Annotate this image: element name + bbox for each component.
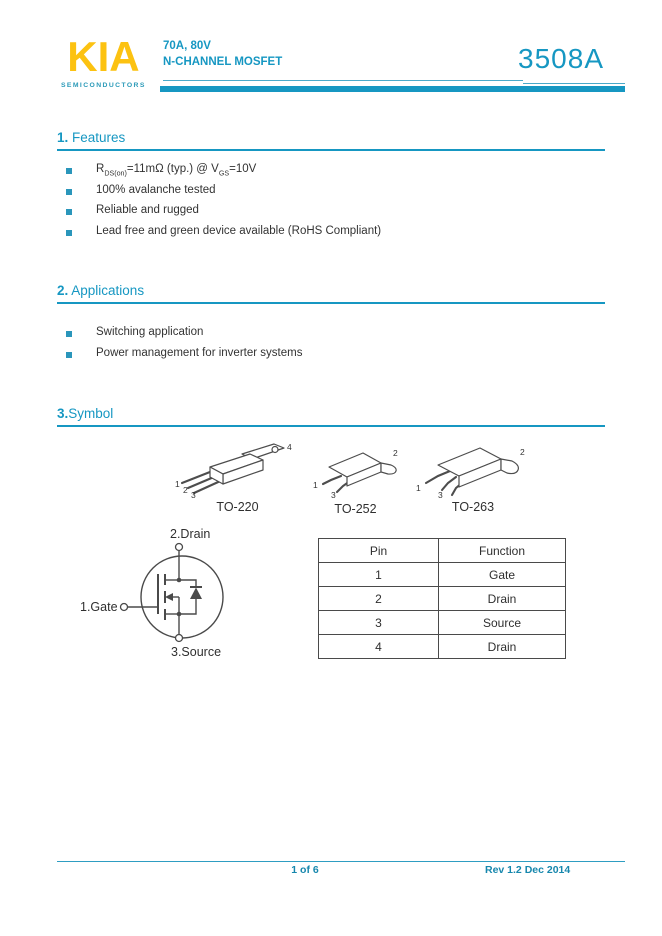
applications-heading-title: Applications (68, 283, 145, 298)
table-cell: Gate (439, 563, 566, 587)
applications-list (57, 326, 605, 367)
bullet-square-icon (66, 168, 72, 174)
bullet-square-icon (66, 331, 72, 337)
section-applications (57, 283, 605, 367)
to220-label: TO-220 (216, 500, 259, 514)
list-item-text: Reliable and rugged (96, 204, 199, 216)
source-terminal-label: 3.Source (171, 645, 222, 659)
to220-pin3-number: 3 (191, 490, 196, 499)
table-cell: 1 (319, 563, 439, 587)
source-terminal-circle (176, 635, 183, 642)
symbol-heading (57, 406, 605, 427)
to252-label: TO-252 (334, 502, 377, 516)
to220-pin2-number: 2 (183, 485, 188, 495)
mosfet-symbol-figure (78, 524, 293, 669)
to263-label: TO-263 (451, 500, 495, 514)
drain-junction-dot (177, 578, 182, 583)
table-row (319, 587, 566, 611)
list-item (57, 204, 605, 225)
brand-logo (61, 34, 146, 89)
footer-page-number: 1 of 6 (291, 864, 319, 876)
table-cell: 3 (319, 611, 439, 635)
list-item (57, 347, 605, 368)
to252-pin1-number: 1 (313, 480, 318, 490)
bullet-square-icon (66, 230, 72, 236)
part-number: 3508A (518, 43, 604, 74)
bullet-square-icon (66, 352, 72, 358)
footer-revision: Rev 1.2 Dec 2014 (485, 864, 571, 876)
to263-drawing-icon (408, 443, 538, 499)
list-item (57, 163, 605, 184)
list-item-text: Switching application (96, 326, 204, 338)
package-figure-to263 (408, 443, 538, 514)
to263-lead1 (426, 471, 450, 483)
to220-pin1-number: 1 (175, 479, 180, 489)
logo-semiconductors: SEMICONDUCTORS (61, 82, 146, 89)
package-figure-to252 (303, 445, 408, 516)
symbol-outline-circle (141, 556, 223, 638)
features-heading-title: Features (68, 130, 126, 145)
to220-drawing-icon (170, 441, 305, 499)
list-item (57, 326, 605, 347)
diode-top-branch (179, 580, 196, 587)
list-item (57, 225, 605, 246)
list-item (57, 184, 605, 205)
bullet-square-icon (66, 189, 72, 195)
table-cell: Source (439, 611, 566, 635)
list-item-text: Power management for inverter systems (96, 346, 303, 359)
to263-lead-mid (442, 477, 456, 490)
table-cell: Drain (439, 587, 566, 611)
to252-pin3-number: 3 (331, 490, 336, 500)
header-rule-thick (160, 86, 625, 92)
to263-pin2-number: 2 (520, 447, 525, 457)
header-rule-thin (163, 80, 523, 81)
to252-lead1 (323, 476, 341, 484)
list-item-text: 100% avalanche tested (96, 183, 216, 196)
section-features (57, 130, 605, 245)
body-arrow (165, 593, 173, 601)
bullet-square-icon (66, 209, 72, 215)
list-item-text: $R_{DS(on)}=11m\Omega$ (typ.) @ $V_{GS}=10V$ (96, 163, 257, 178)
table-row (319, 563, 566, 587)
table-header-row (319, 539, 566, 563)
table-cell: 4 (319, 635, 439, 659)
device-description (163, 38, 282, 70)
features-heading-number: 1. (57, 130, 69, 145)
to263-tab (501, 459, 518, 474)
drain-terminal-label: 2.Drain (170, 527, 211, 541)
to263-pin1-number: 1 (416, 483, 421, 493)
applications-heading-number: 2. (57, 283, 69, 298)
to220-mounting-hole (272, 447, 278, 453)
footer-rule (57, 861, 625, 862)
gate-terminal-label: 1.Gate (80, 600, 118, 614)
features-heading (57, 130, 605, 151)
to252-drawing-icon (303, 445, 408, 501)
table-row (319, 611, 566, 635)
applications-heading (57, 283, 605, 304)
to252-pin2-number: 2 (393, 448, 398, 458)
to263-pin3-number: 3 (438, 490, 443, 499)
to220-pin4-number: 4 (287, 442, 292, 452)
diode-bottom-branch (179, 599, 196, 614)
diode-triangle (190, 588, 202, 600)
table-header-cell: Pin (319, 539, 439, 563)
symbol-heading-number: 3. (57, 406, 69, 421)
table-header-cell: Function (439, 539, 566, 563)
mosfet-symbol-icon (78, 524, 293, 664)
drain-terminal-circle (176, 544, 183, 551)
table-row (319, 635, 566, 659)
logo-kia: KIA (67, 33, 140, 80)
section-symbol (57, 406, 605, 427)
gate-terminal-circle (121, 604, 128, 611)
device-type: N-CHANNEL MOSFET (163, 56, 283, 68)
device-rating: 70A, 80V (163, 40, 211, 52)
symbol-heading-title: Symbol (68, 406, 114, 421)
to252-tab (381, 463, 396, 474)
header-rule-thin-step (523, 83, 625, 84)
table-cell: Drain (439, 635, 566, 659)
table-cell: 2 (319, 587, 439, 611)
source-junction-dot (177, 612, 182, 617)
features-list (57, 163, 605, 245)
list-item-text: Lead free and green device available (RoHS Compliant) (96, 224, 382, 237)
pin-function-table (318, 538, 566, 659)
package-figure-to220 (170, 441, 305, 514)
